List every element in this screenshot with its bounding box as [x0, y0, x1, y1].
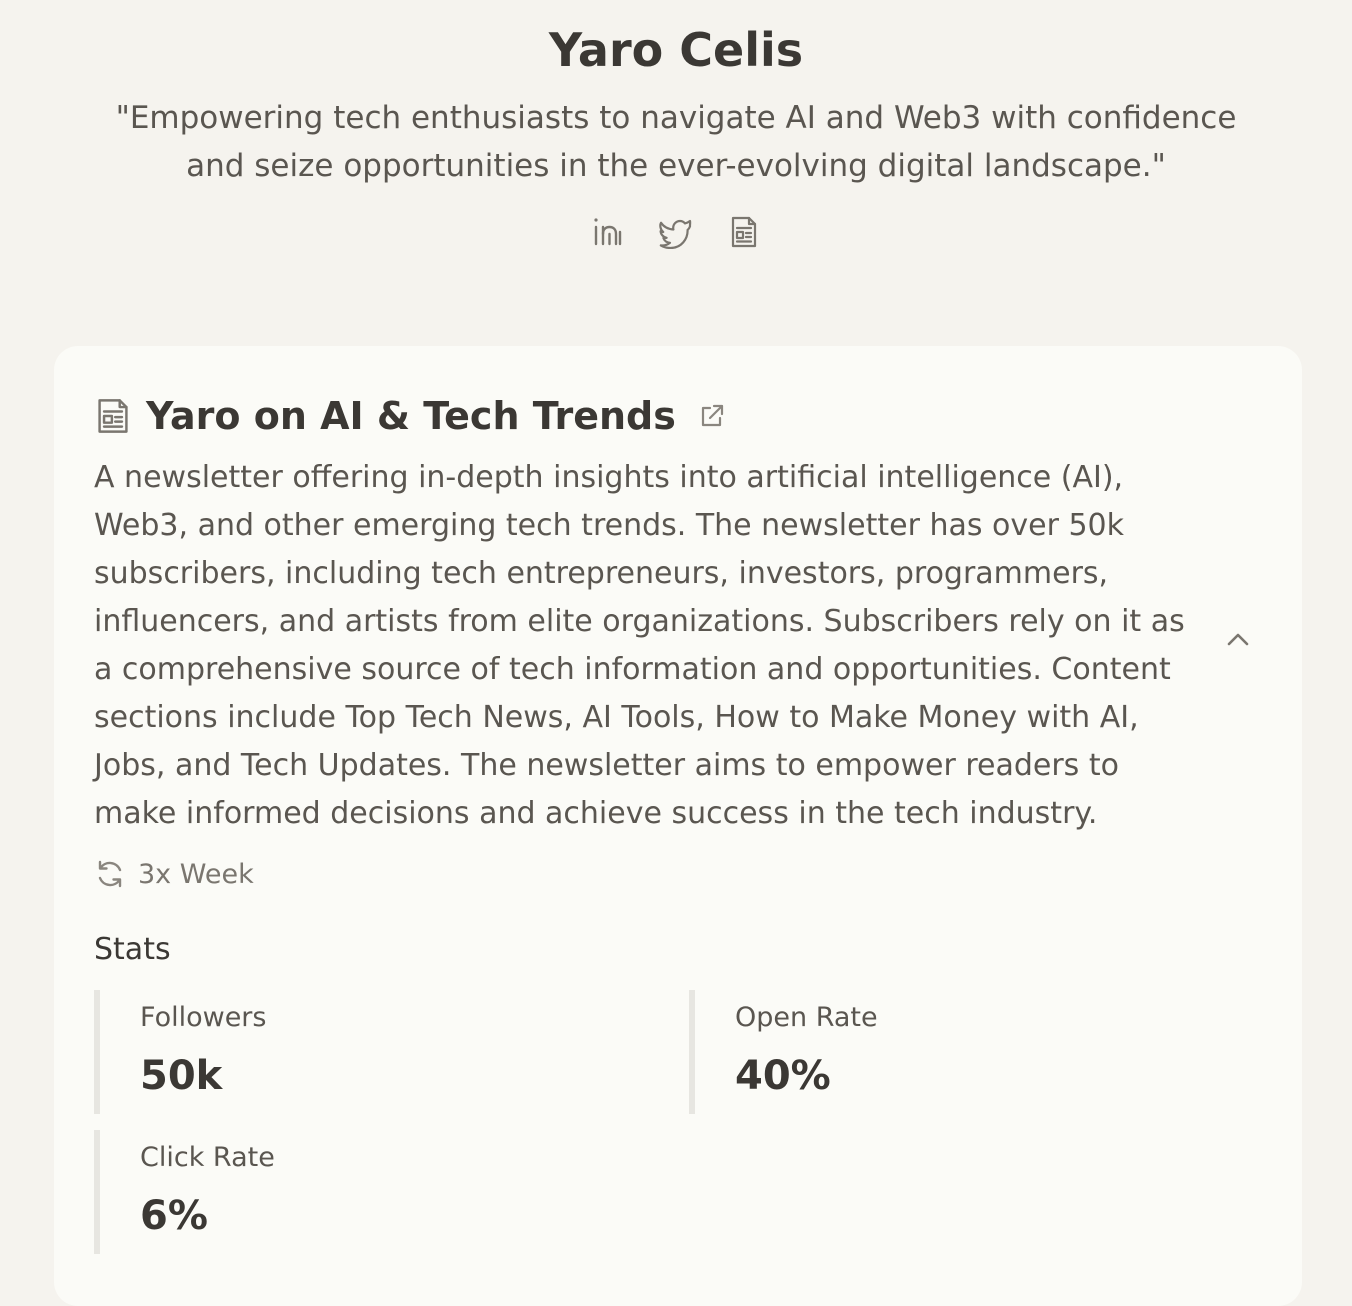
stat-label: Click Rate — [140, 1142, 275, 1173]
stats-heading: Stats — [94, 932, 171, 967]
newsletter-icon — [94, 397, 132, 435]
publish-frequency — [94, 854, 254, 894]
linkedin-icon[interactable] — [591, 214, 625, 250]
newsletter-title-row — [94, 390, 728, 442]
external-link-icon[interactable] — [698, 401, 728, 431]
stat-followers — [94, 990, 660, 1114]
profile-tagline: "Empowering tech enthusiasts to navigate AI and Web3 with confidence and seize opportunities in the ever-evolving digital landscape." — [115, 100, 1237, 184]
chevron-up-icon[interactable] — [1220, 622, 1256, 658]
stat-open-rate — [689, 990, 1255, 1114]
stat-value: 6% — [140, 1193, 208, 1239]
profile-name: Yaro Celis — [548, 23, 804, 77]
refresh-icon — [94, 858, 126, 890]
newsletter-icon[interactable] — [727, 214, 761, 250]
newsletter-title: Yaro on AI & Tech Trends — [146, 394, 676, 438]
social-links — [0, 214, 1352, 250]
frequency-label: 3x Week — [138, 858, 254, 890]
stat-value: 50k — [140, 1053, 223, 1099]
twitter-icon[interactable] — [659, 214, 693, 250]
stat-label: Open Rate — [735, 1002, 878, 1033]
stat-click-rate — [94, 1130, 660, 1254]
newsletter-card — [54, 346, 1302, 1306]
stat-label: Followers — [140, 1002, 267, 1033]
newsletter-description: A newsletter offering in-depth insights into artificial intelligence (AI), Web3, and other emerging tech trends. The newsletter has over 50k subscribers, including tech entrepreneurs, investors, programmers, influencers, and artists from elite organizations. Subscribers rely on it as a comprehensive source of tech information and opportunities. Content sections include Top Tech News, AI Tools, How to Make Money with AI, Jobs, and Tech Updates. The newsletter aims to empower readers to make informed decisions and achieve success in the tech industry. — [94, 460, 1185, 831]
stat-value: 40% — [735, 1053, 831, 1099]
